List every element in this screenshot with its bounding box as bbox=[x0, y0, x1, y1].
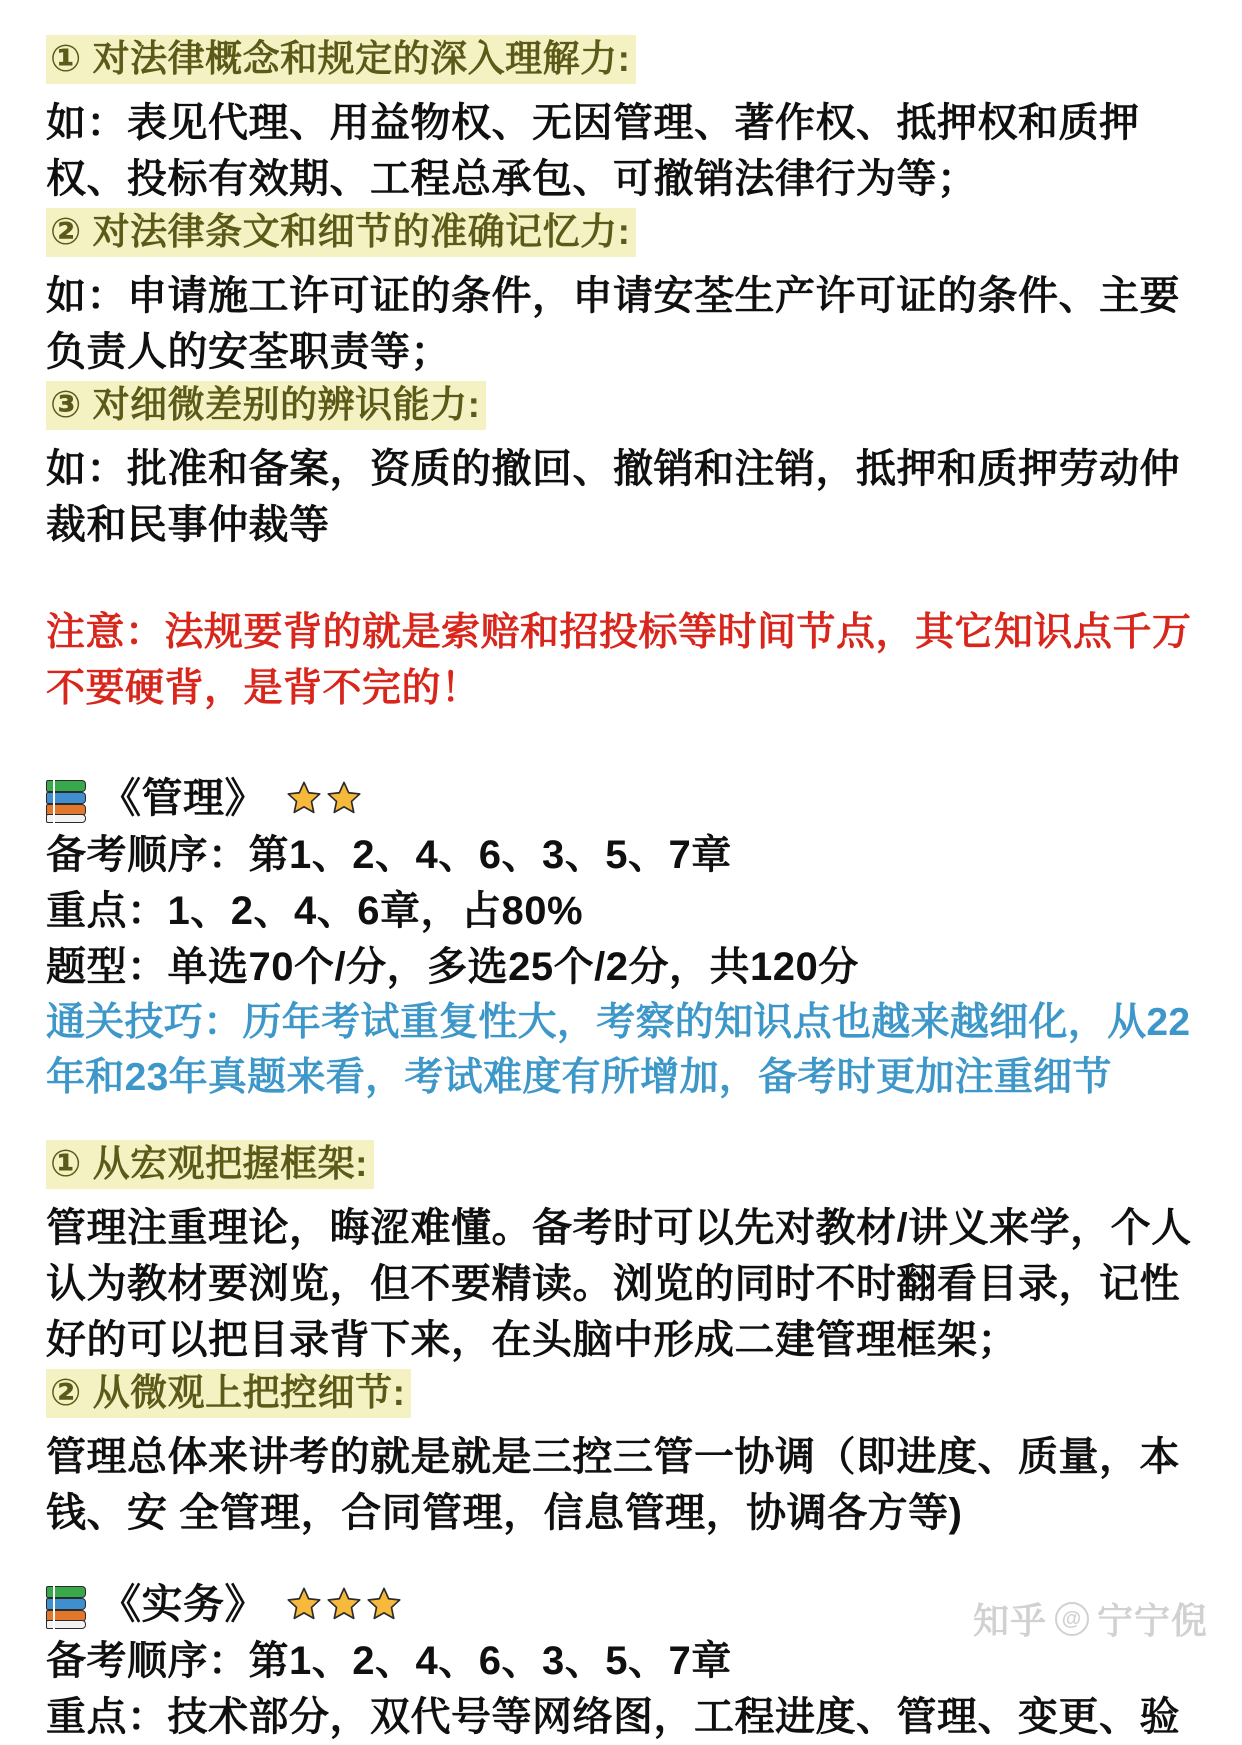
highlight-heading: ③ 对细微差别的辨识能力: bbox=[46, 381, 486, 430]
law-item-2-body: 如：申请施工许可证的条件，申请安荃生产许可证的条件、主要负责人的安荃职责等； bbox=[46, 274, 1180, 374]
spacer bbox=[46, 717, 1196, 769]
highlight-heading: ① 对法律概念和规定的深入理解力: bbox=[46, 35, 636, 84]
management-subject-name: 《管理》 bbox=[100, 775, 266, 821]
management-tip: 通关技巧：历年考试重复性大，考察的知识点也越来越细化，从22年和23年真题来看，考试难度有所增加，备考时更加注重细节 bbox=[46, 1001, 1191, 1099]
highlight-heading: ② 对法律条文和细节的准确记忆力: bbox=[46, 208, 636, 257]
watermark-platform: 知乎 bbox=[972, 1600, 1047, 1641]
management-point-1-heading-row bbox=[46, 1139, 1196, 1200]
spacer bbox=[46, 1105, 1196, 1139]
practice-subject-name: 《实务》 bbox=[100, 1581, 266, 1627]
star-icon bbox=[286, 780, 322, 816]
spacer bbox=[46, 553, 1196, 605]
practice-meta-order: 备考顺序：第1、2、4、6、3、5、7章 bbox=[46, 1639, 732, 1683]
books-icon bbox=[46, 780, 86, 822]
law-item-3-heading-row bbox=[46, 380, 1196, 441]
highlight-heading: ② 从微观上把控细节: bbox=[46, 1369, 411, 1418]
management-subject-title bbox=[46, 769, 1196, 827]
practice-subject-title bbox=[46, 1575, 1196, 1633]
law-item-3-body: 如：批准和备案，资质的撤回、撤销和注销，抵押和质押劳动仲裁和民事仲裁等 bbox=[46, 447, 1180, 547]
practice-star-rating bbox=[286, 1586, 402, 1622]
star-icon bbox=[326, 1586, 362, 1622]
law-notice: 注意：法规要背的就是索赔和招投标等时间节点，其它知识点千万不要硬背，是背不完的！ bbox=[46, 611, 1192, 710]
books-icon bbox=[46, 1586, 86, 1628]
management-meta-focus: 重点：1、2、4、6章，占80% bbox=[46, 889, 584, 933]
law-item-2-heading-row bbox=[46, 207, 1196, 268]
law-item-1-body: 如：表见代理、用益物权、无因管理、著作权、抵押权和质押权、投标有效期、工程总承包、可撤销法律行为等； bbox=[46, 101, 1140, 201]
management-section bbox=[46, 769, 1196, 1541]
management-point-1-body: 管理注重理论，晦涩难懂。备考时可以先对教材/讲义来学，个人认为教材要浏览，但不要精读。浏览的同时不时翻看目录，记性好的可以把目录背下来，在头脑中形成二建管理框架； bbox=[46, 1206, 1192, 1362]
management-star-rating bbox=[286, 780, 362, 816]
at-icon: @ bbox=[1055, 1602, 1089, 1636]
law-section bbox=[46, 34, 1196, 717]
spacer bbox=[46, 1541, 1196, 1575]
law-item-1-heading-row bbox=[46, 34, 1196, 95]
star-icon bbox=[286, 1586, 322, 1622]
management-point-2-heading-row bbox=[46, 1368, 1196, 1429]
management-meta-order: 备考顺序：第1、2、4、6、3、5、7章 bbox=[46, 833, 732, 877]
management-point-2-body: 管理总体来讲考的就是就是三控三管一协调（即进度、质量，本钱、安 全管理，合同管理，信息管理，协调各方等) bbox=[46, 1435, 1180, 1535]
watermark-handle: 宁宁倪 bbox=[1096, 1600, 1208, 1641]
star-icon bbox=[366, 1586, 402, 1622]
highlight-heading: ① 从宏观把握框架: bbox=[46, 1140, 374, 1189]
practice-section bbox=[46, 1575, 1196, 1745]
star-icon bbox=[326, 780, 362, 816]
management-meta-question-types: 题型：单选70个/分，多选25个/2分，共120分 bbox=[46, 945, 859, 989]
practice-meta-focus: 重点：技术部分，双代号等网络图，工程进度、管理、变更、验 bbox=[46, 1695, 1180, 1739]
